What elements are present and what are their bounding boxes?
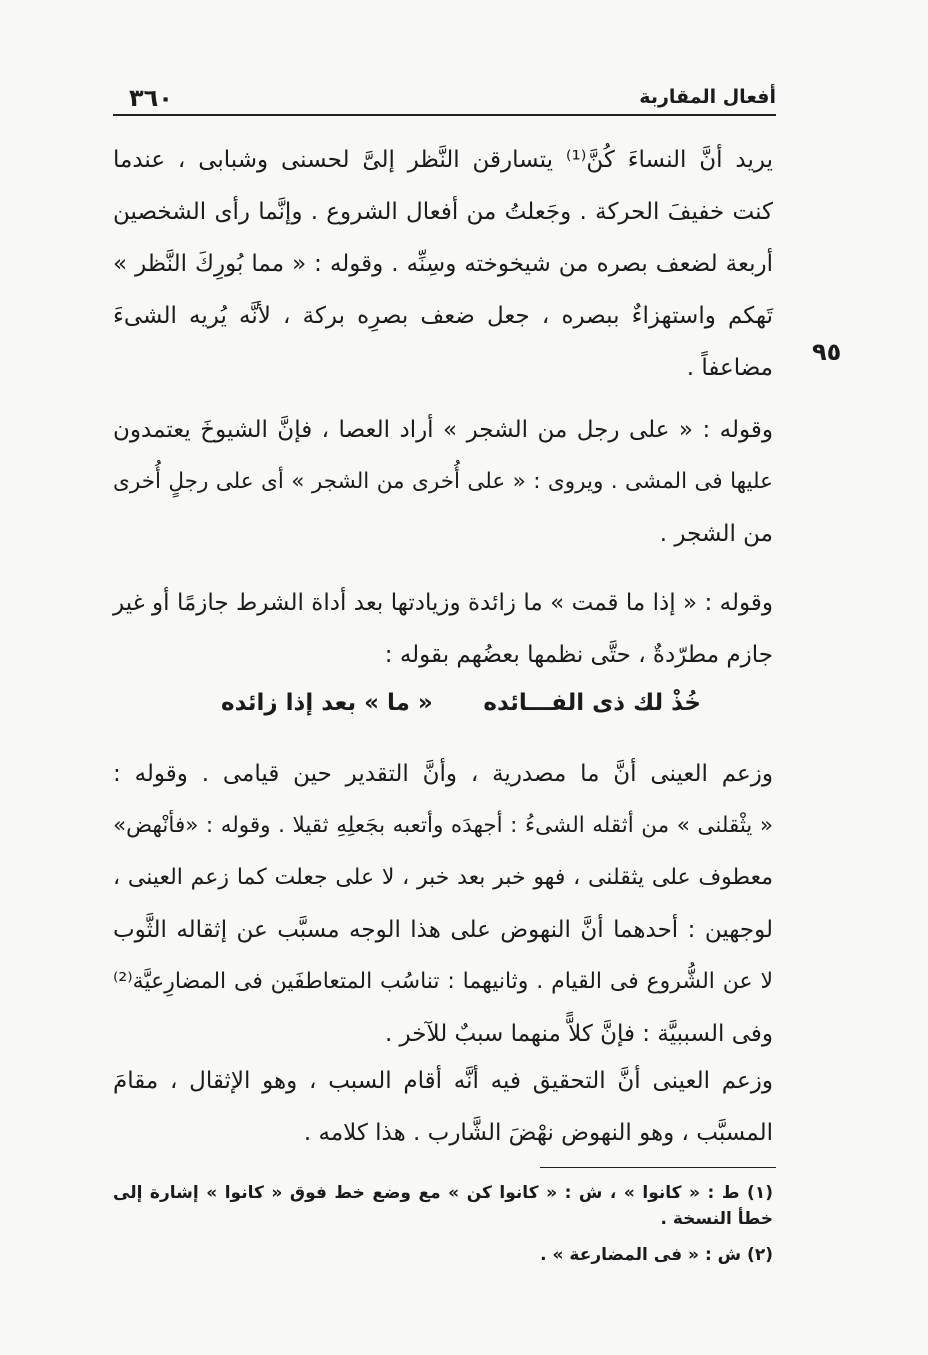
header-rule [113, 114, 776, 116]
footnote-rule [540, 1167, 776, 1168]
margin-number: ٩٥ [812, 338, 842, 366]
text-line: من الشجر . [659, 521, 773, 547]
running-title: أفعال المقاربة [639, 86, 776, 108]
paragraph-5 [113, 1055, 773, 1159]
text-line: لا عن الشُّروع فى القيام . وثانيهما : تناسُب المتعاطفَين فى المضارِعيَّة⁽²⁾ [113, 969, 773, 994]
footnote-line: خطأ النسخة . [660, 1209, 773, 1229]
text-line: المسبَّب ، وهو النهوض نهْضَ الشَّارب . هذا كلامه . [303, 1120, 773, 1146]
text-line: معطوف على يثقلنى ، فهو خبر بعد خبر ، لا على جعلت كما زعم العينى ، [113, 865, 773, 890]
text-line: لوجهين : أحدهما أنَّ النهوض على هذا الوجه مسبَّب عن إثقاله الثَّوب [113, 917, 773, 943]
footnote-line: (٢) ش : « فى المضارعة » . [540, 1245, 773, 1265]
text-line: وزعم العينى أنَّ ما مصدرية ، وأنَّ التقدير حين قيامى . وقوله : [113, 761, 773, 787]
verse-second-hemistich: « ما » بعد إذا زائده [221, 690, 433, 716]
text-line: وقوله : « على رجل من الشجر » أراد العصا ، فإنَّ الشيوخَ يعتمدون [113, 417, 773, 443]
text-line: وزعم العينى أنَّ التحقيق فيه أنَّه أقام السبب ، وهو الإثقال ، مقامَ [113, 1068, 773, 1094]
page-header [113, 76, 776, 116]
text-line: كنت خفيفَ الحركة . وجَعلتُ من أفعال الشروع . وإنَّما رأى الشخصين [113, 199, 773, 225]
text-line: مضاعفاً . [686, 355, 773, 381]
text-line: أربعة لضعف بصره من شيخوخته وسِنِّه . وقوله : « مما بُورِكَ النَّظر » [113, 251, 773, 277]
page-number: ٣٦٠ [129, 84, 173, 112]
footnotes [113, 1180, 773, 1268]
paragraph-4 [113, 748, 773, 1060]
text-line: وقوله : « إذا ما قمت » ما زائدة وزيادتها بعد أداة الشرط جازمًا أو غير [113, 590, 773, 616]
footnote-line: (١) ط : « كانوا » ، ش : « كانوا كن » مع وضع خط فوق « كانوا » إشارة إلى [113, 1183, 773, 1203]
text-line: وفى السببيَّة : فإنَّ كلاًّ منهما سببٌ للآخر . [384, 1021, 773, 1047]
verse-first-hemistich: خُذْ لك ذى الفـــائده [483, 690, 701, 716]
text-line: جازم مطرّدةٌ ، حتَّى نظمها بعضُهم بقوله : [384, 642, 773, 668]
paragraph-3 [113, 577, 773, 681]
text-line: يريد أنَّ النساءَ كُنَّ⁽¹⁾ يتسارقن النَّظر إلىَّ لحسنى وشبابى ، عندما [113, 147, 773, 173]
paragraph-2 [113, 404, 773, 560]
paragraph-1 [113, 134, 773, 394]
text-line: تَهكم واستهزاءٌ ببصره ، جعل ضعف بصرِه بركة ، لأنَّه يُريه الشىءَ [113, 303, 773, 329]
text-line: عليها فى المشى . ويروى : « على أُخرى من الشجر » أى على رجلٍ أُخرى [113, 469, 773, 494]
text-line: « يثْقلنى » من أثقله الشىءُ : أجهدَه وأتعبه بجَعلِهِ ثقيلا . وقوله : «فأنْهض» [113, 813, 773, 838]
